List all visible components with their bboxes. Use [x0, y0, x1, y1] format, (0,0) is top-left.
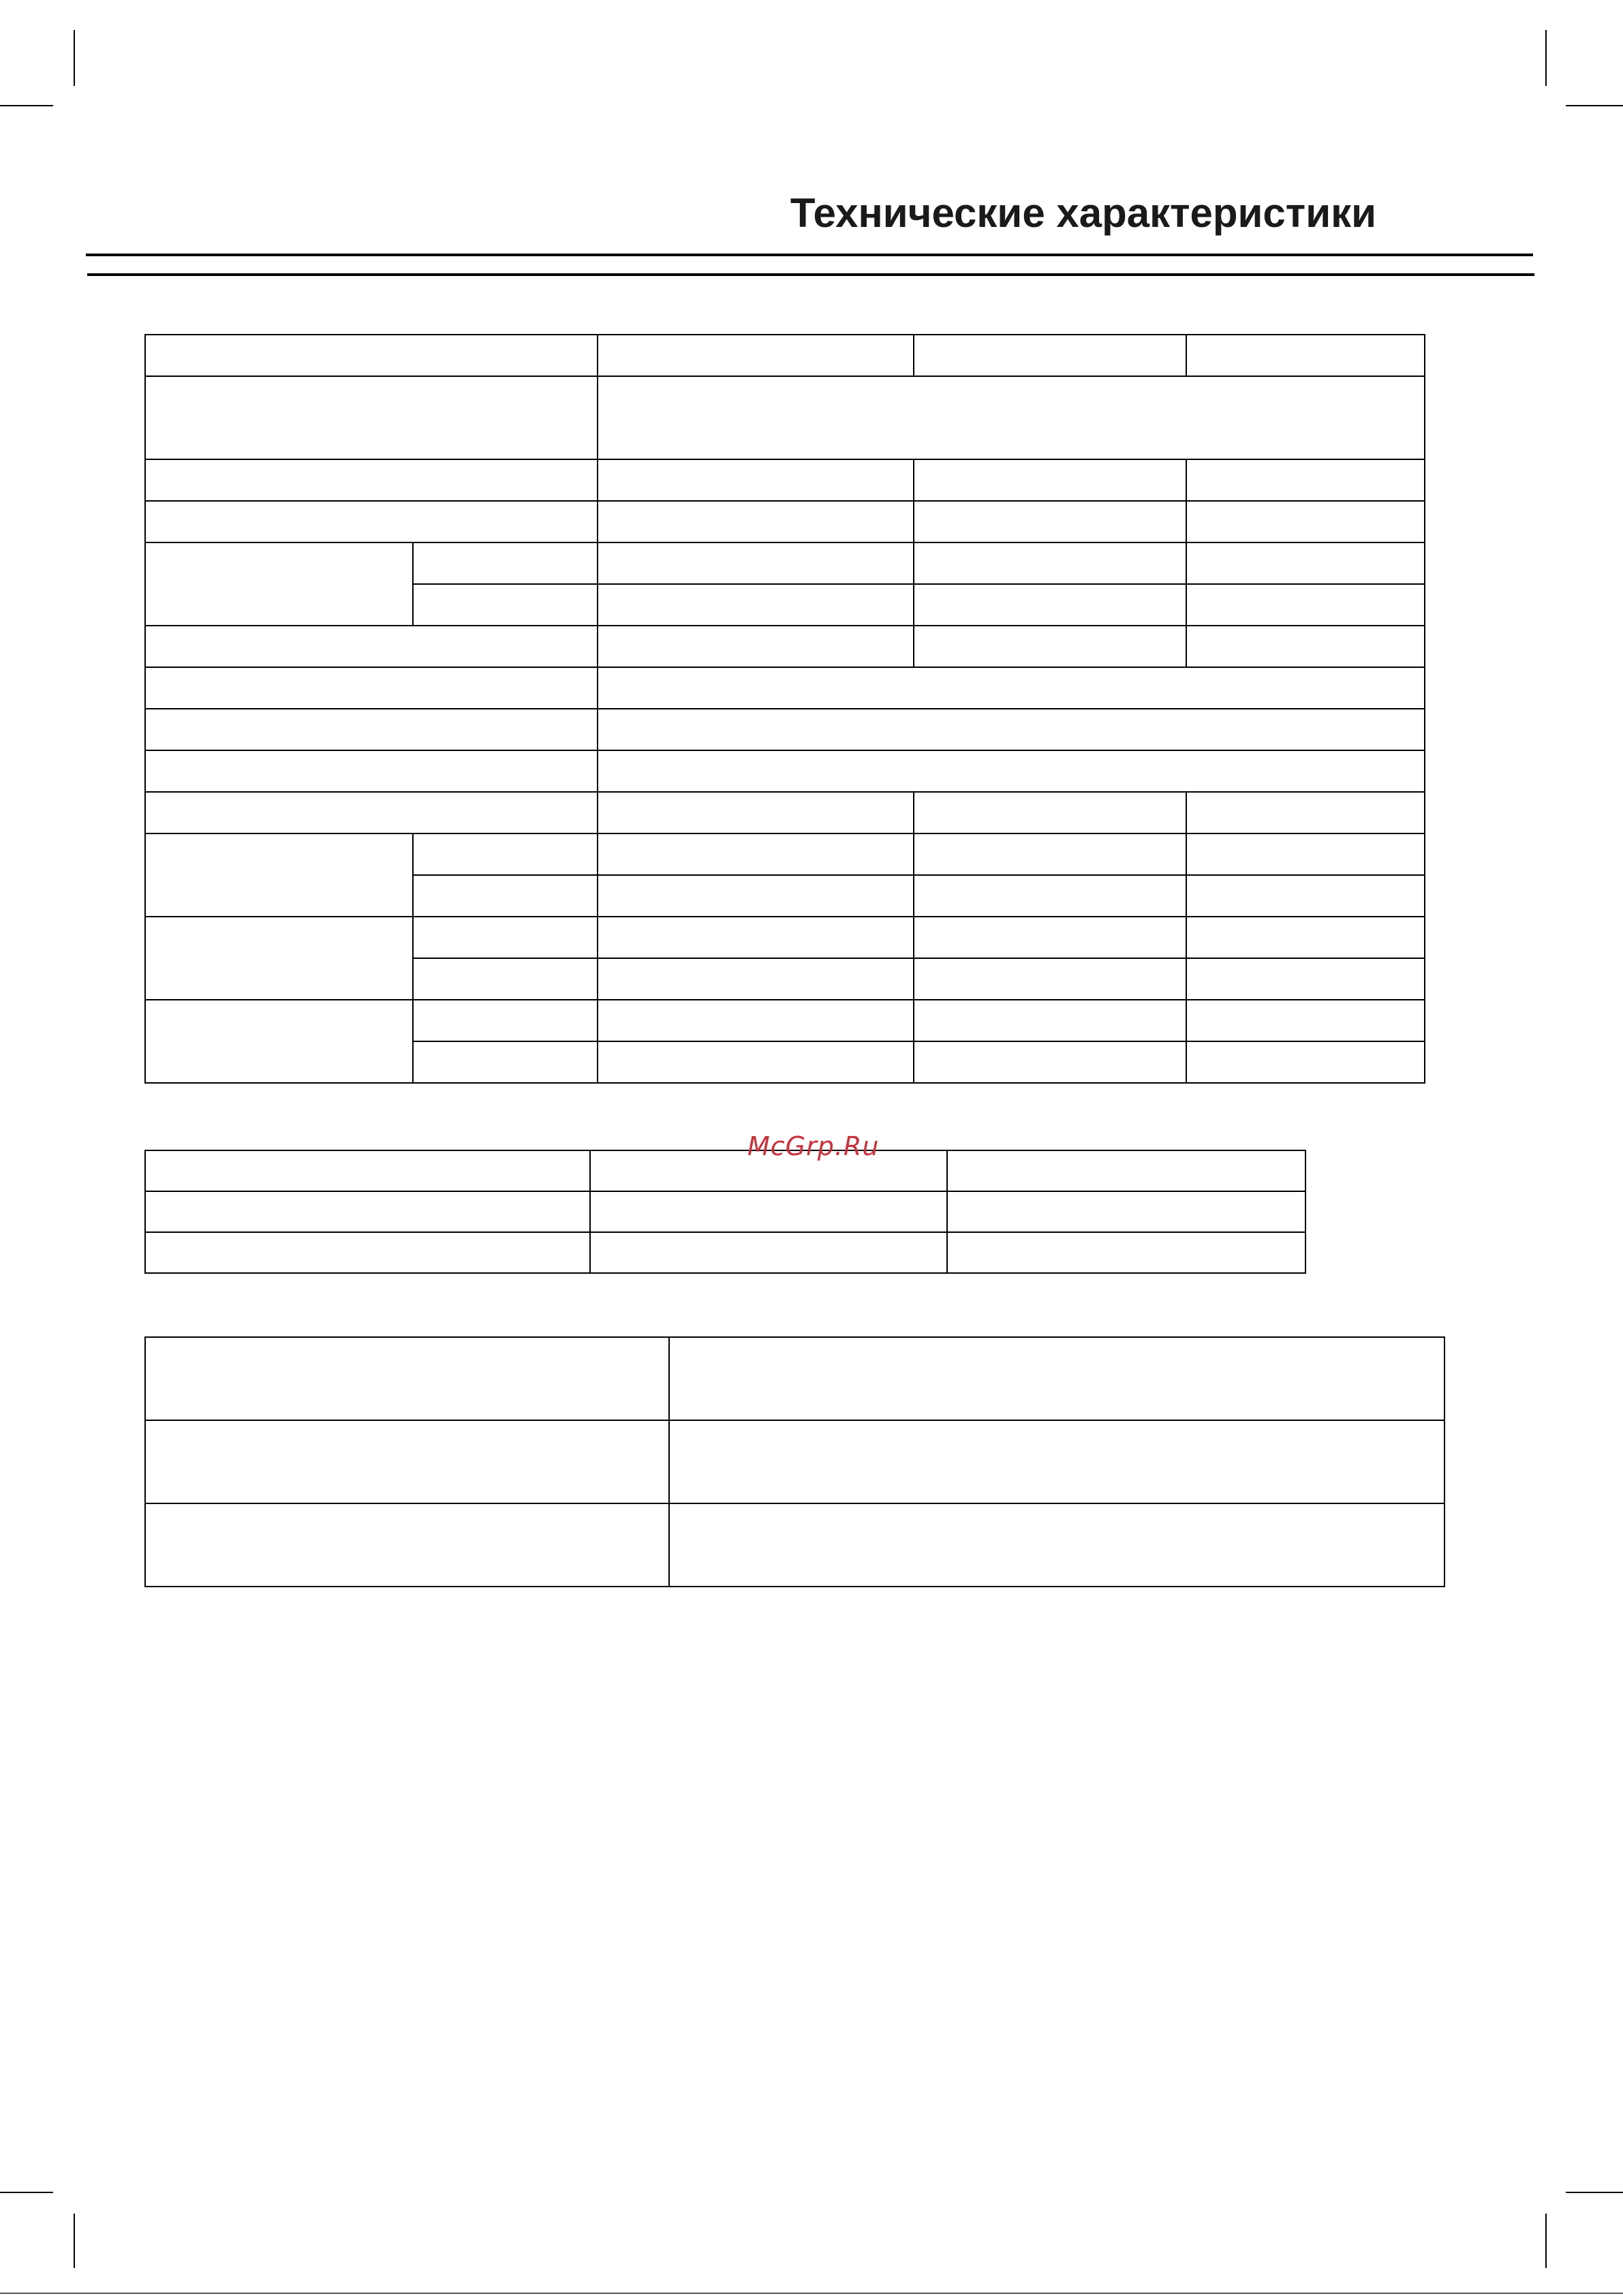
table-row [145, 1232, 1305, 1273]
crop-mark-top-right-h [1566, 105, 1623, 106]
crop-mark-bottom-right-h [1566, 2192, 1623, 2193]
crop-mark-top-left-v [74, 30, 75, 86]
table-row [145, 833, 1425, 875]
table-cell [1186, 626, 1425, 667]
table-cell [413, 958, 598, 1000]
table-cell [1186, 501, 1425, 542]
table-row [145, 1191, 1305, 1232]
table-cell [1186, 1041, 1425, 1083]
table-cell [145, 626, 598, 667]
table-cell [598, 542, 914, 584]
table-row [145, 1420, 1444, 1503]
table-cell [145, 1420, 669, 1503]
header-rule-bottom [87, 273, 1534, 276]
page-bottom-edge [0, 2293, 1623, 2294]
table-cell [413, 917, 598, 958]
table-cell [145, 1337, 669, 1420]
table-cell [413, 542, 598, 584]
table-cell [914, 335, 1186, 376]
table-cell [669, 1420, 1444, 1503]
table-cell [914, 1000, 1186, 1041]
table-cell [914, 542, 1186, 584]
table-cell [598, 1000, 914, 1041]
table-cell [598, 1041, 914, 1083]
table-row [145, 542, 1425, 584]
page-title: Технические характеристики [790, 190, 1376, 236]
table-row [145, 917, 1425, 958]
table-cell [145, 1232, 590, 1273]
table-cell [145, 1150, 590, 1191]
crop-mark-bottom-left-v [74, 2214, 75, 2268]
table-cell [145, 792, 598, 833]
crop-mark-top-right-v [1545, 30, 1547, 86]
table-cell [145, 335, 598, 376]
table-cell [598, 335, 914, 376]
table-cell [590, 1232, 947, 1273]
table-cell [145, 709, 598, 750]
table-cell [1186, 335, 1425, 376]
table-cell [914, 459, 1186, 501]
table-cell [947, 1150, 1305, 1191]
table-cell [145, 1503, 669, 1587]
table-cell [598, 792, 914, 833]
table-cell [947, 1191, 1305, 1232]
table-cell [598, 376, 1425, 459]
table-cell [598, 667, 1425, 709]
table-row [145, 750, 1425, 792]
table-cell [1186, 792, 1425, 833]
table-cell [914, 792, 1186, 833]
table-cell [669, 1337, 1444, 1420]
table-cell [145, 501, 598, 542]
table-cell [914, 917, 1186, 958]
table-cell [145, 1000, 413, 1083]
table-row [145, 792, 1425, 833]
table-row [145, 1000, 1425, 1041]
table-cell [413, 833, 598, 875]
table-row [145, 1503, 1444, 1587]
table-cell [598, 875, 914, 917]
table-cell [413, 875, 598, 917]
table-row [145, 626, 1425, 667]
table-cell [1186, 875, 1425, 917]
table-cell [669, 1503, 1444, 1587]
table-cell [914, 958, 1186, 1000]
header-rule-top [86, 254, 1533, 256]
table-cell [598, 501, 914, 542]
table-cell [145, 833, 413, 917]
table-cell [598, 917, 914, 958]
watermark: McGrp.Ru [747, 1131, 880, 1161]
table-row [145, 501, 1425, 542]
table-cell [598, 459, 914, 501]
table-cell [914, 626, 1186, 667]
table-cell [413, 584, 598, 626]
table-row [145, 709, 1425, 750]
table-row [145, 335, 1425, 376]
table-row [145, 1337, 1444, 1420]
table-cell [598, 958, 914, 1000]
table-cell [1186, 542, 1425, 584]
spec-table-third [144, 1336, 1445, 1587]
table-cell [413, 1000, 598, 1041]
table-cell [914, 875, 1186, 917]
table-cell [914, 501, 1186, 542]
table-cell [947, 1232, 1305, 1273]
table-row [145, 376, 1425, 459]
table-cell [1186, 584, 1425, 626]
table-cell [1186, 1000, 1425, 1041]
table-cell [145, 376, 598, 459]
table-cell [145, 542, 413, 626]
crop-mark-bottom-left-h [0, 2192, 53, 2193]
table-cell [1186, 459, 1425, 501]
table-cell [598, 626, 914, 667]
table-cell [145, 750, 598, 792]
crop-mark-top-left-h [0, 105, 53, 106]
table-cell [914, 584, 1186, 626]
crop-mark-bottom-right-v [1545, 2214, 1547, 2268]
table-cell [598, 750, 1425, 792]
table-row [145, 459, 1425, 501]
table-cell [145, 459, 598, 501]
table-cell [590, 1191, 947, 1232]
table-cell [1186, 833, 1425, 875]
spec-table-second [144, 1150, 1306, 1274]
table-cell [145, 917, 413, 1000]
table-cell [145, 1191, 590, 1232]
table-cell [914, 833, 1186, 875]
table-cell [145, 667, 598, 709]
table-cell [1186, 917, 1425, 958]
table-row [145, 667, 1425, 709]
table-cell [413, 1041, 598, 1083]
spec-table-main [144, 334, 1425, 1084]
table-cell [598, 833, 914, 875]
table-cell [598, 584, 914, 626]
table-cell [914, 1041, 1186, 1083]
table-cell [1186, 958, 1425, 1000]
table-cell [598, 709, 1425, 750]
table-row [145, 1150, 1305, 1191]
